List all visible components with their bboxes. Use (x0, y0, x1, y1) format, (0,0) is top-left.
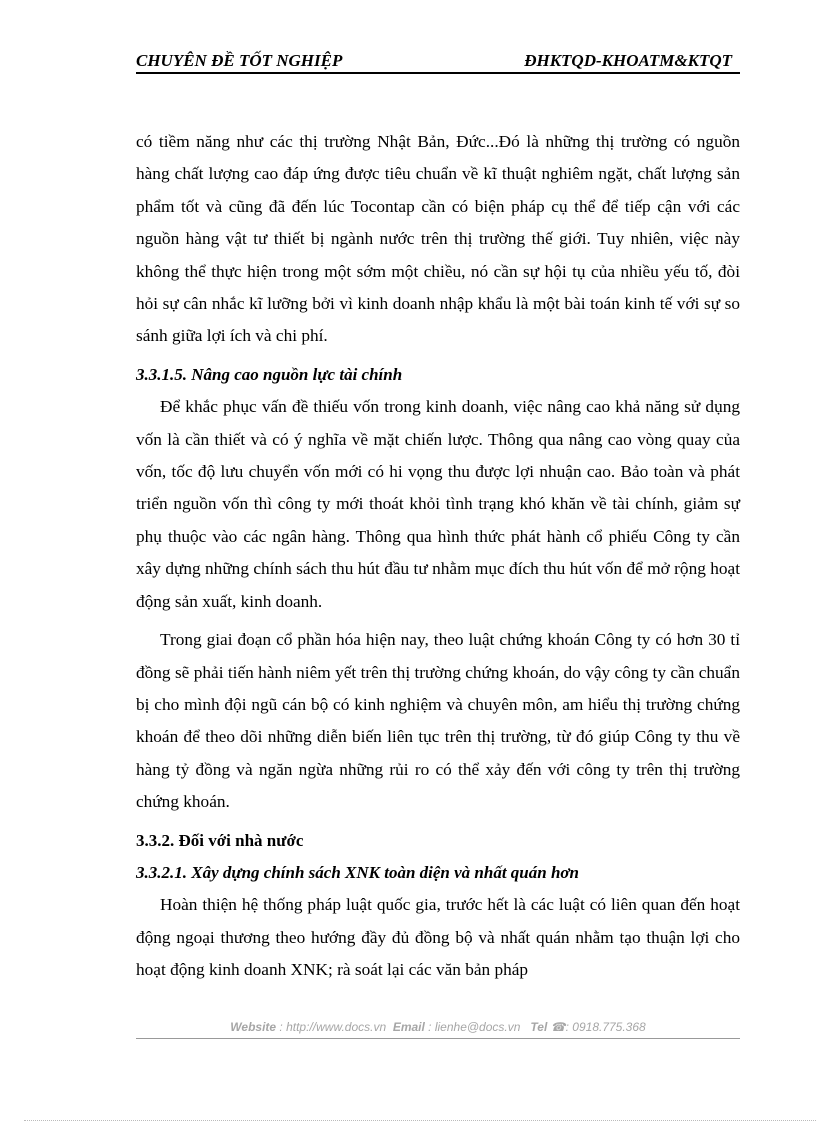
paragraph-1: có tiềm năng như các thị trường Nhật Bản, Đức...Đó là những thị trường có nguồn hàng chất lượng cao đáp ứng được tiêu chuẩn về kĩ thuật nghiêm ngặt, chất lượng sản phẩm tốt và cũng đã đến lúc Tocontap cần có biện pháp cụ thể để tiếp cận với các nguồn hàng vật tư thiết bị ngành nước trên thị trường thế giới. Tuy nhiên, việc này không thể thực hiện trong một sớm một chiều, nó cần sự hội tụ của nhiều yếu tố, đòi hỏi sự cân nhắc kĩ lưỡng bởi vì kinh doanh nhập khẩu là một bài toán kinh tế với sự so sánh giữa lợi ích và chi phí. (136, 132, 740, 346)
header-title-left: CHUYÊN ĐỀ TỐT NGHIỆP (136, 51, 343, 70)
paragraph-4: Hoàn thiện hệ thống pháp luật quốc gia, trước hết là các luật có liên quan đến hoạt động ngoại thương theo hướng đầy đủ đồng bộ và nhất quán nhằm tạo thuận lợi cho hoạt động kinh doanh XNK; rà soát lại các văn bản pháp (136, 895, 740, 980)
page-footer (136, 1016, 740, 1039)
footer-tel-label: Tel (530, 1020, 548, 1034)
paragraph-2: Để khắc phục vấn đề thiếu vốn trong kinh doanh, việc nâng cao khả năng sử dụng vốn là cần thiết và có ý nghĩa về mặt chiến lược. Thông qua nâng cao vòng quay của vốn, tốc độ lưu chuyển vốn mới có hi vọng thu được lợi nhuận cao. Bảo toàn và phát triển nguồn vốn thì công ty mới thoát khỏi tình trạng khó khăn về tài chính, giảm sự phụ thuộc vào các ngân hàng. Thông qua hình thức phát hành cổ phiếu Công ty cần xây dựng những chính sách thu hút đầu tư nhằm mục đích thu hút vốn để mở rộng hoạt động sản xuất, kinh doanh. (136, 397, 740, 611)
page-bottom-divider (24, 1120, 816, 1121)
section-heading-3-3-2-1: 3.3.2.1. Xây dựng chính sách XNK toàn diện và nhất quán hơn (136, 862, 579, 882)
paragraph-3: Trong giai đoạn cổ phần hóa hiện nay, theo luật chứng khoán Công ty có hơn 30 tỉ đồng sẽ phải tiến hành niêm yết trên thị trường chứng khoán, do vậy công ty cần chuẩn bị cho mình đội ngũ cán bộ có kinh nghiệm và chuyên môn, am hiểu thị trường chứng khoán để theo dõi những diễn biến liên tục trên thị trường, từ đó giúp Công ty thu về hàng tỷ đồng và ngăn ngừa những rủi ro có thể xảy đến với công ty trên thị trường chứng khoán. (136, 630, 740, 812)
footer-email-link[interactable]: : lienhe@docs.vn (428, 1020, 521, 1034)
footer-email-label: Email (392, 1020, 425, 1034)
footer-website-label: Website (230, 1020, 277, 1034)
phone-icon: ☎ (550, 1020, 566, 1034)
section-heading-3-3-2: 3.3.2. Đối với nhà nước (136, 830, 304, 850)
footer-website-link[interactable]: : http://www.docs.vn (279, 1020, 387, 1034)
page-header (136, 50, 740, 74)
footer-tel-value: : 0918.775.368 (565, 1020, 646, 1034)
page-content (136, 126, 740, 987)
header-title-right: ĐHKTQD-KHOATM&KTQT (524, 51, 732, 70)
section-heading-3-3-1-5: 3.3.1.5. Nâng cao nguồn lực tài chính (136, 364, 403, 384)
